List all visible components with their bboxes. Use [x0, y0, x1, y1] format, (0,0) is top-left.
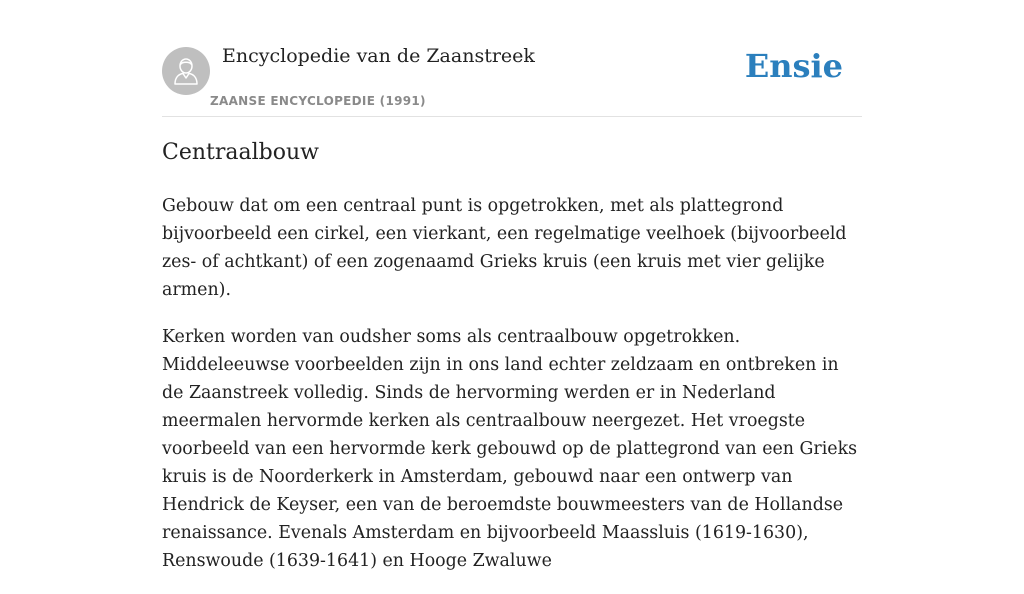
source-subtitle[interactable]: ZAANSE ENCYCLOPEDIE (1991) [210, 94, 426, 108]
article-body [162, 192, 862, 594]
article-paragraph: Kerken worden van oudsher soms als centraalbouw opgetrokken. Middeleeuwse voorbeelden zijn in ons land echter zeldzaam en ontbreken in de Zaanstreek volledig. Sinds de hervorming werden er in Nederland meermalen hervormde kerken als centraalbouw neergezet. Het vroegste voorbeeld van een hervormde kerk gebouwd op de plattegrond van een Grieks kruis is de Noorderkerk in Amsterdam, gebouwd naar een ontwerp van Hendrick de Keyser, een van de beroemdste bouwmeesters van de Hollandse renaissance. Evenals Amsterdam en bijvoorbeeld Maassluis (1619-1630), Renswoude (1639-1641) en Hooge Zwaluwe [162, 327, 858, 571]
source-header [162, 0, 862, 117]
source-title[interactable]: Encyclopedie van de Zaanstreek [222, 45, 535, 67]
article-paragraph: Gebouw dat om een centraal punt is opgetrokken, met als plattegrond bijvoorbeeld een cirkel, een vierkant, een regelmatige veelhoek (bijvoorbeeld zes- of achtkant) of een zogenaamd Grieks kruis (een kruis met vier gelijke armen). [162, 196, 847, 300]
page [162, 0, 862, 571]
article-title: Centraalbouw [162, 140, 319, 165]
source-avatar[interactable] [162, 47, 210, 95]
brand-logo[interactable]: Ensie [744, 47, 843, 85]
user-icon [172, 56, 200, 86]
